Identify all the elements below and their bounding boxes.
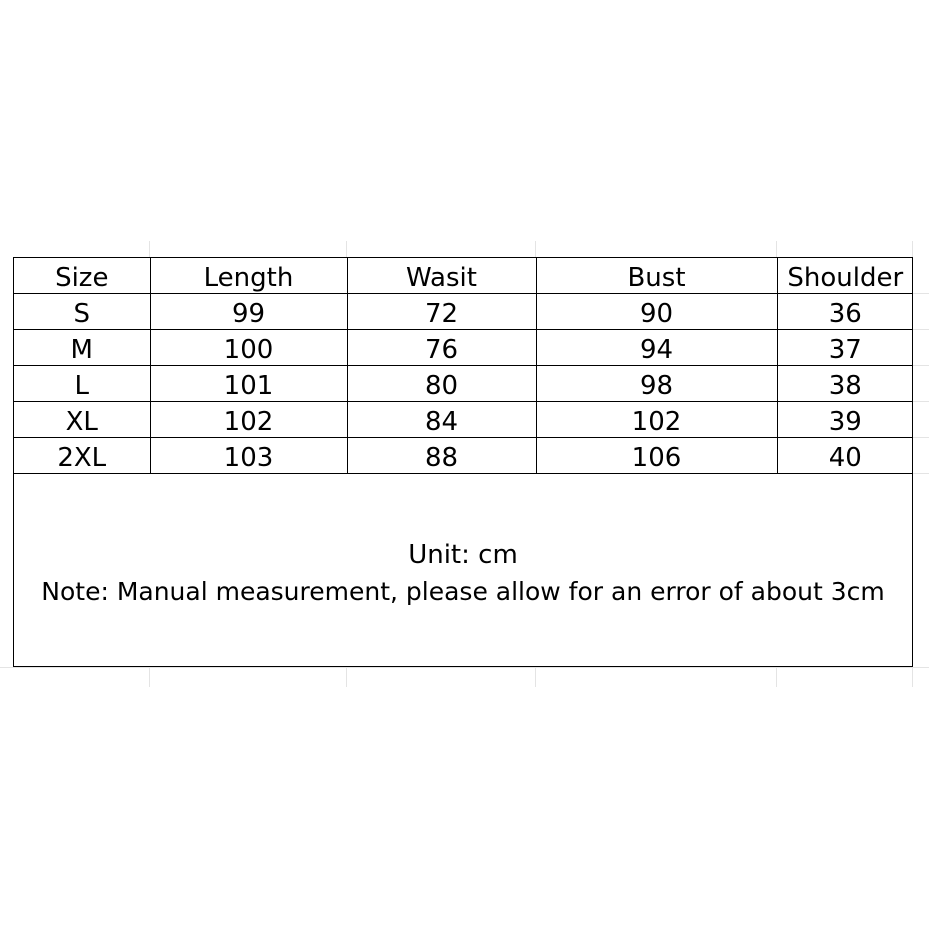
size-table xyxy=(14,258,913,474)
cell-length: 100 xyxy=(150,330,347,366)
header-bust: Bust xyxy=(536,258,777,294)
cell-length: 102 xyxy=(150,402,347,438)
cell-length: 103 xyxy=(150,438,347,474)
cell-size: M xyxy=(14,330,150,366)
table-row xyxy=(14,438,913,474)
cell-waist: 72 xyxy=(347,294,536,330)
table-row xyxy=(14,402,913,438)
note-area xyxy=(14,475,912,666)
cell-bust: 102 xyxy=(536,402,777,438)
table-row xyxy=(14,330,913,366)
sheet-gridline xyxy=(0,667,929,668)
cell-waist: 76 xyxy=(347,330,536,366)
header-size: Size xyxy=(14,258,150,294)
sheet-gridline xyxy=(913,437,929,438)
sheet-gridline xyxy=(149,241,150,257)
sheet-gridline xyxy=(913,473,929,474)
table-row xyxy=(14,366,913,402)
sheet-gridline xyxy=(776,667,777,687)
cell-waist: 84 xyxy=(347,402,536,438)
header-length: Length xyxy=(150,258,347,294)
cell-size: XL xyxy=(14,402,150,438)
sheet-gridline xyxy=(913,365,929,366)
cell-shoulder: 39 xyxy=(777,402,913,438)
cell-length: 101 xyxy=(150,366,347,402)
sheet-gridline xyxy=(535,241,536,257)
sheet-gridline xyxy=(149,667,150,687)
header-shoulder: Shoulder xyxy=(777,258,913,294)
table-header-row xyxy=(14,258,913,294)
unit-label: Unit: cm xyxy=(408,540,518,570)
sheet-gridline xyxy=(346,241,347,257)
sheet-gridline xyxy=(913,329,929,330)
header-waist: Wasit xyxy=(347,258,536,294)
cell-size: S xyxy=(14,294,150,330)
sheet-gridline xyxy=(913,401,929,402)
cell-bust: 94 xyxy=(536,330,777,366)
cell-size: L xyxy=(14,366,150,402)
cell-bust: 106 xyxy=(536,438,777,474)
sheet-gridline xyxy=(913,293,929,294)
sheet-gridline xyxy=(346,667,347,687)
cell-waist: 88 xyxy=(347,438,536,474)
measurement-note: Note: Manual measurement, please allow for an error of about 3cm xyxy=(41,577,885,606)
cell-length: 99 xyxy=(150,294,347,330)
cell-shoulder: 40 xyxy=(777,438,913,474)
cell-shoulder: 38 xyxy=(777,366,913,402)
sheet-gridline xyxy=(776,241,777,257)
cell-waist: 80 xyxy=(347,366,536,402)
cell-size: 2XL xyxy=(14,438,150,474)
size-chart xyxy=(13,257,913,667)
cell-bust: 98 xyxy=(536,366,777,402)
sheet-gridline xyxy=(912,241,913,257)
cell-bust: 90 xyxy=(536,294,777,330)
cell-shoulder: 37 xyxy=(777,330,913,366)
cell-shoulder: 36 xyxy=(777,294,913,330)
sheet-gridline xyxy=(535,667,536,687)
sheet-gridline xyxy=(912,667,913,687)
table-row xyxy=(14,294,913,330)
